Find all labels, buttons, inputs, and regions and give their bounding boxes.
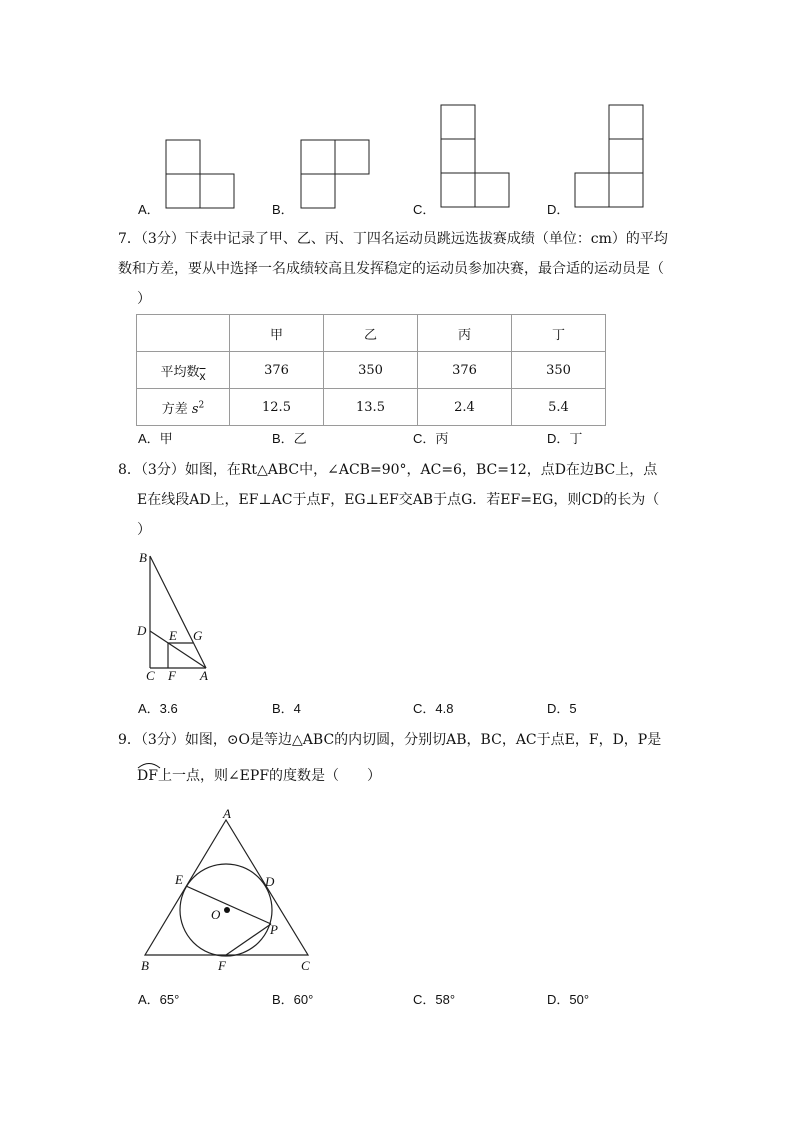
label-f: F bbox=[218, 958, 226, 973]
table-row-variance bbox=[137, 389, 606, 426]
label-p: P bbox=[270, 922, 278, 937]
q9-line-1: 9．（3分）如图，⊙O是等边△ABC的内切圆，分别切AB，BC，AC于点E，F，D，P是 bbox=[118, 732, 662, 748]
q8-line-3: ） bbox=[137, 522, 151, 538]
label-c: C bbox=[146, 668, 155, 683]
q9-option-c: C．58° bbox=[413, 992, 456, 1007]
mean-label-text: 平均数 bbox=[160, 364, 200, 380]
q7-option-d: D．丁 bbox=[547, 431, 583, 446]
mean-bing: 376 bbox=[418, 352, 512, 389]
table-row-mean bbox=[137, 352, 606, 389]
label-b: B bbox=[141, 958, 149, 973]
label-e: E bbox=[175, 872, 183, 887]
q9-option-b: B．60° bbox=[272, 992, 314, 1007]
q9-line-2-rest: 上一点，则∠EPF的度数是（ ） bbox=[157, 768, 382, 784]
q7-line-3: ） bbox=[137, 291, 151, 307]
variance-symbol: s bbox=[191, 401, 199, 417]
q7-option-a: A．甲 bbox=[138, 431, 173, 446]
q6-option-a: A． bbox=[138, 202, 160, 217]
mean-row-label bbox=[137, 352, 230, 389]
q9-option-a: A．65° bbox=[138, 992, 180, 1007]
label-a: A bbox=[223, 806, 231, 821]
q7-score-table bbox=[136, 314, 606, 426]
q6-option-d: D． bbox=[547, 202, 570, 217]
q8-line-2: E在线段AD上，EF⊥AC于点F，EG⊥EF交AB于点G．若EF=EG，则CD的长为（ bbox=[137, 492, 660, 508]
label-b: B bbox=[139, 550, 147, 565]
q7-line-1: 7．（3分）下表中记录了甲、乙、丙、丁四名运动员跳远选拔赛成绩（单位：cm）的平均 bbox=[118, 231, 668, 247]
mean-symbol: $\overline{x}$ bbox=[199, 368, 206, 383]
q6-figure-b bbox=[301, 140, 369, 208]
table-header-row bbox=[137, 315, 606, 352]
q7-option-b: B．乙 bbox=[272, 431, 307, 446]
q6-option-c: C． bbox=[413, 202, 436, 217]
table-header-yi: 乙 bbox=[324, 315, 418, 352]
q6-figure-d bbox=[575, 105, 643, 207]
q8-option-d: D．5 bbox=[547, 701, 577, 716]
mean-jia: 376 bbox=[230, 352, 324, 389]
variance-label-text: 方差 bbox=[161, 401, 188, 417]
q9-option-d: D．50° bbox=[547, 992, 590, 1007]
mean-ding: 350 bbox=[512, 352, 606, 389]
table-header-empty bbox=[137, 315, 230, 352]
table-header-jia: 甲 bbox=[230, 315, 324, 352]
label-d: D bbox=[265, 874, 275, 889]
variance-row-label bbox=[137, 389, 230, 426]
q6-option-b: B． bbox=[272, 202, 294, 217]
q8-option-b: B．4 bbox=[272, 701, 301, 716]
label-o: O bbox=[211, 907, 221, 922]
triangle-abc bbox=[145, 820, 308, 955]
table-header-ding: 丁 bbox=[512, 315, 606, 352]
table-header-bing: 丙 bbox=[418, 315, 512, 352]
q8-figure bbox=[130, 545, 230, 685]
q8-option-c: C．4.8 bbox=[413, 701, 454, 716]
label-d: D bbox=[137, 623, 147, 638]
arc-symbol bbox=[137, 761, 161, 769]
label-a: A bbox=[200, 668, 208, 683]
variance-jia: 12.5 bbox=[230, 389, 324, 426]
q8-option-a: A．3.6 bbox=[138, 701, 178, 716]
variance-yi: 13.5 bbox=[324, 389, 418, 426]
arc-df-text: DF bbox=[137, 768, 158, 784]
q6-figure-c bbox=[441, 105, 509, 207]
variance-bing: 2.4 bbox=[418, 389, 512, 426]
q7-option-c: C．丙 bbox=[413, 431, 449, 446]
center-point-o bbox=[224, 907, 230, 913]
q6-figure-a bbox=[166, 140, 234, 208]
variance-ding: 5.4 bbox=[512, 389, 606, 426]
label-f: F bbox=[168, 668, 176, 683]
q9-line-2 bbox=[137, 765, 381, 785]
q9-figure bbox=[135, 800, 325, 978]
q7-line-2: 数和方差，要从中选择一名成绩较高且发挥稳定的运动员参加决赛，最合适的运动员是（ bbox=[118, 261, 664, 277]
label-e: E bbox=[169, 628, 177, 643]
segment-ba bbox=[150, 556, 206, 668]
q8-line-1: 8．（3分）如图，在Rt△ABC中，∠ACB=90°，AC=6，BC=12，点D在边BC上，点 bbox=[118, 462, 658, 478]
variance-exponent: 2 bbox=[198, 400, 205, 411]
label-g: G bbox=[193, 628, 203, 643]
q6-figures bbox=[0, 95, 794, 220]
arc-df bbox=[137, 768, 158, 784]
mean-yi: 350 bbox=[324, 352, 418, 389]
segment-ep bbox=[186, 886, 271, 924]
label-c: C bbox=[301, 958, 310, 973]
